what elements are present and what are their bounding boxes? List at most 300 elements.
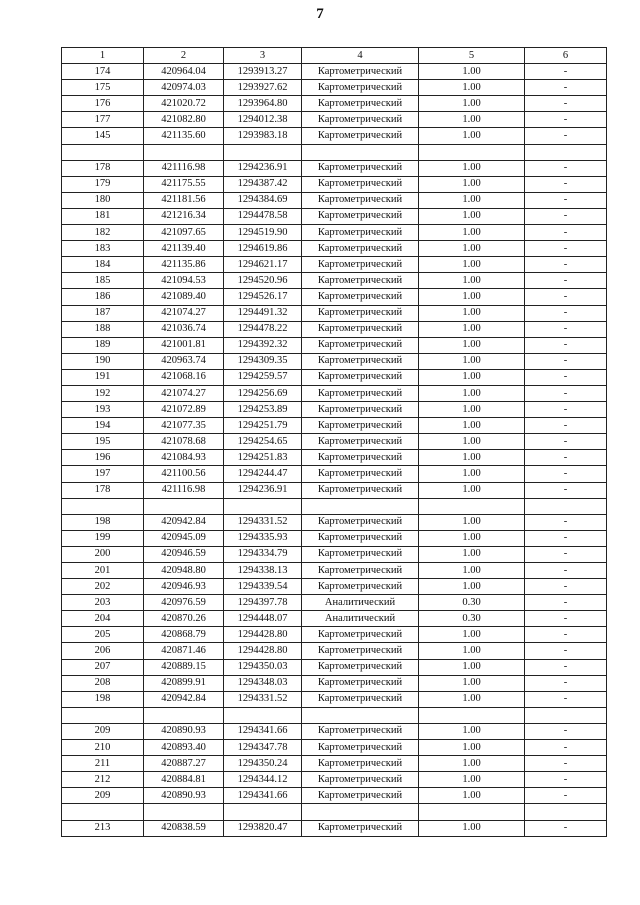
table-row [62,305,607,321]
accuracy-cell: 1.00 [419,208,525,224]
method-cell: Картометрический [302,321,419,337]
table-separator-row [62,804,607,820]
method-cell [302,144,419,160]
column-header: 5 [419,48,525,64]
table-row [62,546,607,562]
method-cell: Аналитический [302,595,419,611]
note-cell: - [525,563,607,579]
method-cell: Картометрический [302,772,419,788]
note-cell: - [525,225,607,241]
point-number-cell: 178 [62,160,144,176]
accuracy-cell: 1.00 [419,450,525,466]
accuracy-cell: 1.00 [419,402,525,418]
point-number-cell: 179 [62,176,144,192]
x-coordinate-cell: 420945.09 [144,530,224,546]
note-cell: - [525,514,607,530]
table-row [62,820,607,836]
note-cell [525,144,607,160]
y-coordinate-cell: 1294384.69 [224,192,302,208]
note-cell: - [525,402,607,418]
note-cell: - [525,595,607,611]
page-number: 7 [316,6,324,22]
accuracy-cell [419,144,525,160]
method-cell: Картометрический [302,691,419,707]
method-cell: Картометрический [302,627,419,643]
method-cell: Картометрический [302,579,419,595]
y-coordinate-cell: 1294331.52 [224,691,302,707]
method-cell: Картометрический [302,176,419,192]
point-number-cell: 186 [62,289,144,305]
point-number-cell: 184 [62,257,144,273]
y-coordinate-cell: 1294428.80 [224,627,302,643]
accuracy-cell: 1.00 [419,192,525,208]
note-cell: - [525,611,607,627]
method-cell: Картометрический [302,337,419,353]
accuracy-cell: 1.00 [419,160,525,176]
accuracy-cell: 1.00 [419,482,525,498]
y-coordinate-cell: 1294621.17 [224,257,302,273]
note-cell: - [525,756,607,772]
table-row [62,450,607,466]
accuracy-cell: 1.00 [419,80,525,96]
point-number-cell: 198 [62,691,144,707]
y-coordinate-cell [224,498,302,514]
table-row [62,466,607,482]
accuracy-cell [419,498,525,514]
x-coordinate-cell: 420838.59 [144,820,224,836]
accuracy-cell: 1.00 [419,273,525,289]
table-row [62,225,607,241]
point-number-cell: 178 [62,482,144,498]
point-number-cell: 189 [62,337,144,353]
note-cell: - [525,257,607,273]
point-number-cell: 145 [62,128,144,144]
accuracy-cell: 1.00 [419,353,525,369]
x-coordinate-cell: 421100.56 [144,466,224,482]
y-coordinate-cell: 1294259.57 [224,369,302,385]
x-coordinate-cell: 420870.26 [144,611,224,627]
method-cell: Картометрический [302,466,419,482]
table-row [62,595,607,611]
point-number-cell: 188 [62,321,144,337]
method-cell: Картометрический [302,514,419,530]
accuracy-cell [419,707,525,723]
x-coordinate-cell: 420963.74 [144,353,224,369]
accuracy-cell: 1.00 [419,128,525,144]
method-cell: Картометрический [302,820,419,836]
note-cell: - [525,64,607,80]
note-cell: - [525,723,607,739]
note-cell: - [525,289,607,305]
note-cell: - [525,385,607,401]
x-coordinate-cell: 421077.35 [144,418,224,434]
method-cell: Картометрический [302,160,419,176]
y-coordinate-cell: 1294341.66 [224,788,302,804]
accuracy-cell: 1.00 [419,514,525,530]
x-coordinate-cell: 420942.84 [144,691,224,707]
note-cell: - [525,353,607,369]
column-header: 1 [62,48,144,64]
accuracy-cell: 1.00 [419,675,525,691]
table-row [62,257,607,273]
note-cell: - [525,241,607,257]
x-coordinate-cell: 420890.93 [144,788,224,804]
point-number-cell: 210 [62,740,144,756]
method-cell: Картометрический [302,241,419,257]
table-row [62,611,607,627]
y-coordinate-cell: 1294251.83 [224,450,302,466]
x-coordinate-cell: 420942.84 [144,514,224,530]
method-cell: Картометрический [302,96,419,112]
table-row [62,192,607,208]
method-cell: Картометрический [302,563,419,579]
note-cell: - [525,337,607,353]
x-coordinate-cell: 421116.98 [144,482,224,498]
x-coordinate-cell: 421135.86 [144,257,224,273]
accuracy-cell: 1.00 [419,546,525,562]
y-coordinate-cell: 1294478.58 [224,208,302,224]
note-cell: - [525,466,607,482]
y-coordinate-cell: 1294334.79 [224,546,302,562]
y-coordinate-cell: 1294526.17 [224,289,302,305]
x-coordinate-cell: 420948.80 [144,563,224,579]
point-number-cell: 207 [62,659,144,675]
column-header: 3 [224,48,302,64]
accuracy-cell: 1.00 [419,723,525,739]
point-number-cell: 213 [62,820,144,836]
x-coordinate-cell: 420890.93 [144,723,224,739]
x-coordinate-cell: 421020.72 [144,96,224,112]
x-coordinate-cell: 421135.60 [144,128,224,144]
point-number-cell: 185 [62,273,144,289]
table-row [62,337,607,353]
x-coordinate-cell: 420899.91 [144,675,224,691]
point-number-cell: 208 [62,675,144,691]
note-cell: - [525,482,607,498]
point-number-cell: 209 [62,788,144,804]
table-row [62,482,607,498]
table-row [62,514,607,530]
accuracy-cell: 1.00 [419,225,525,241]
x-coordinate-cell: 421072.89 [144,402,224,418]
point-number-cell [62,804,144,820]
method-cell: Картометрический [302,434,419,450]
table-row [62,434,607,450]
accuracy-cell: 1.00 [419,241,525,257]
point-number-cell: 187 [62,305,144,321]
point-number-cell [62,707,144,723]
point-number-cell: 209 [62,723,144,739]
accuracy-cell: 1.00 [419,434,525,450]
note-cell: - [525,579,607,595]
table-header-row [62,48,607,64]
x-coordinate-cell: 421089.40 [144,289,224,305]
note-cell: - [525,627,607,643]
accuracy-cell: 1.00 [419,643,525,659]
point-number-cell: 204 [62,611,144,627]
point-number-cell: 175 [62,80,144,96]
y-coordinate-cell: 1294341.66 [224,723,302,739]
column-header: 6 [525,48,607,64]
method-cell [302,707,419,723]
point-number-cell: 192 [62,385,144,401]
note-cell: - [525,321,607,337]
point-number-cell: 203 [62,595,144,611]
note-cell: - [525,192,607,208]
table-row [62,530,607,546]
point-number-cell: 182 [62,225,144,241]
note-cell: - [525,112,607,128]
x-coordinate-cell [144,707,224,723]
accuracy-cell: 1.00 [419,418,525,434]
point-number-cell: 180 [62,192,144,208]
point-number-cell: 205 [62,627,144,643]
accuracy-cell: 1.00 [419,305,525,321]
note-cell [525,707,607,723]
x-coordinate-cell: 421068.16 [144,369,224,385]
note-cell: - [525,530,607,546]
x-coordinate-cell: 420976.59 [144,595,224,611]
accuracy-cell: 1.00 [419,385,525,401]
y-coordinate-cell: 1293820.47 [224,820,302,836]
method-cell: Картометрический [302,530,419,546]
method-cell: Картометрический [302,192,419,208]
method-cell: Картометрический [302,289,419,305]
point-number-cell: 181 [62,208,144,224]
y-coordinate-cell [224,707,302,723]
table-row [62,627,607,643]
note-cell: - [525,675,607,691]
x-coordinate-cell: 421181.56 [144,192,224,208]
x-coordinate-cell: 420946.59 [144,546,224,562]
method-cell: Картометрический [302,659,419,675]
accuracy-cell: 1.00 [419,64,525,80]
y-coordinate-cell: 1294244.47 [224,466,302,482]
y-coordinate-cell: 1294236.91 [224,160,302,176]
table-separator-row [62,498,607,514]
note-cell [525,498,607,514]
accuracy-cell: 1.00 [419,257,525,273]
table-row [62,176,607,192]
table-row [62,643,607,659]
note-cell: - [525,691,607,707]
x-coordinate-cell: 421175.55 [144,176,224,192]
y-coordinate-cell: 1293964.80 [224,96,302,112]
y-coordinate-cell: 1294338.13 [224,563,302,579]
y-coordinate-cell: 1294387.42 [224,176,302,192]
table-row [62,369,607,385]
method-cell: Картометрический [302,257,419,273]
table-row [62,112,607,128]
method-cell: Картометрический [302,450,419,466]
y-coordinate-cell: 1294309.35 [224,353,302,369]
table-row [62,756,607,772]
note-cell: - [525,305,607,321]
point-number-cell: 197 [62,466,144,482]
table-row [62,563,607,579]
y-coordinate-cell: 1294448.07 [224,611,302,627]
x-coordinate-cell: 421084.93 [144,450,224,466]
point-number-cell: 212 [62,772,144,788]
x-coordinate-cell: 421116.98 [144,160,224,176]
x-coordinate-cell: 421216.34 [144,208,224,224]
method-cell: Картометрический [302,756,419,772]
note-cell [525,804,607,820]
y-coordinate-cell: 1294397.78 [224,595,302,611]
method-cell: Картометрический [302,273,419,289]
y-coordinate-cell: 1294619.86 [224,241,302,257]
x-coordinate-cell: 420887.27 [144,756,224,772]
x-coordinate-cell: 420964.04 [144,64,224,80]
method-cell: Картометрический [302,208,419,224]
point-number-cell: 206 [62,643,144,659]
y-coordinate-cell: 1294347.78 [224,740,302,756]
y-coordinate-cell: 1294254.65 [224,434,302,450]
table-row [62,691,607,707]
x-coordinate-cell: 421036.74 [144,321,224,337]
table-row [62,273,607,289]
y-coordinate-cell: 1294491.32 [224,305,302,321]
method-cell: Картометрический [302,788,419,804]
point-number-cell: 198 [62,514,144,530]
table-row [62,208,607,224]
x-coordinate-cell: 420946.93 [144,579,224,595]
x-coordinate-cell: 421082.80 [144,112,224,128]
method-cell: Картометрический [302,353,419,369]
table-row [62,772,607,788]
coordinates-table [61,47,607,837]
point-number-cell [62,144,144,160]
x-coordinate-cell: 421074.27 [144,385,224,401]
x-coordinate-cell [144,804,224,820]
y-coordinate-cell: 1294251.79 [224,418,302,434]
table-row [62,241,607,257]
note-cell: - [525,208,607,224]
table-separator-row [62,144,607,160]
accuracy-cell: 1.00 [419,740,525,756]
x-coordinate-cell: 420884.81 [144,772,224,788]
table-row [62,64,607,80]
accuracy-cell: 1.00 [419,756,525,772]
table-row [62,402,607,418]
table-row [62,128,607,144]
y-coordinate-cell: 1293927.62 [224,80,302,96]
table-row [62,353,607,369]
y-coordinate-cell: 1294348.03 [224,675,302,691]
x-coordinate-cell: 420868.79 [144,627,224,643]
x-coordinate-cell: 420889.15 [144,659,224,675]
note-cell: - [525,176,607,192]
table-row [62,659,607,675]
note-cell: - [525,160,607,176]
x-coordinate-cell: 420974.03 [144,80,224,96]
method-cell: Картометрический [302,369,419,385]
x-coordinate-cell: 421097.65 [144,225,224,241]
method-cell: Картометрический [302,723,419,739]
y-coordinate-cell: 1294519.90 [224,225,302,241]
method-cell: Картометрический [302,128,419,144]
point-number-cell: 176 [62,96,144,112]
column-header: 4 [302,48,419,64]
accuracy-cell: 1.00 [419,321,525,337]
point-number-cell: 193 [62,402,144,418]
y-coordinate-cell: 1294520.96 [224,273,302,289]
y-coordinate-cell: 1294331.52 [224,514,302,530]
note-cell: - [525,418,607,434]
point-number-cell: 201 [62,563,144,579]
y-coordinate-cell [224,804,302,820]
method-cell: Картометрический [302,80,419,96]
point-number-cell: 194 [62,418,144,434]
method-cell: Картометрический [302,385,419,401]
point-number-cell: 196 [62,450,144,466]
accuracy-cell: 0.30 [419,611,525,627]
method-cell [302,804,419,820]
accuracy-cell: 1.00 [419,112,525,128]
y-coordinate-cell: 1294478.22 [224,321,302,337]
point-number-cell: 174 [62,64,144,80]
point-number-cell: 177 [62,112,144,128]
table-separator-row [62,707,607,723]
note-cell: - [525,546,607,562]
accuracy-cell: 1.00 [419,530,525,546]
x-coordinate-cell [144,144,224,160]
method-cell: Картометрический [302,402,419,418]
method-cell: Картометрический [302,418,419,434]
accuracy-cell: 1.00 [419,627,525,643]
method-cell: Картометрический [302,112,419,128]
point-number-cell: 202 [62,579,144,595]
table-row [62,740,607,756]
point-number-cell: 183 [62,241,144,257]
note-cell: - [525,128,607,144]
table-row [62,788,607,804]
note-cell: - [525,450,607,466]
method-cell: Картометрический [302,643,419,659]
method-cell: Картометрический [302,64,419,80]
table-row [62,418,607,434]
y-coordinate-cell: 1294236.91 [224,482,302,498]
y-coordinate-cell: 1294253.89 [224,402,302,418]
note-cell: - [525,434,607,450]
point-number-cell: 195 [62,434,144,450]
point-number-cell [62,498,144,514]
accuracy-cell: 1.00 [419,691,525,707]
method-cell: Аналитический [302,611,419,627]
y-coordinate-cell: 1294335.93 [224,530,302,546]
x-coordinate-cell: 420871.46 [144,643,224,659]
accuracy-cell: 1.00 [419,466,525,482]
table-row [62,96,607,112]
table-row [62,289,607,305]
method-cell: Картометрический [302,740,419,756]
y-coordinate-cell: 1294392.32 [224,337,302,353]
method-cell: Картометрический [302,546,419,562]
accuracy-cell: 1.00 [419,96,525,112]
point-number-cell: 199 [62,530,144,546]
method-cell: Картометрический [302,482,419,498]
note-cell: - [525,643,607,659]
note-cell: - [525,273,607,289]
x-coordinate-cell [144,498,224,514]
x-coordinate-cell: 421139.40 [144,241,224,257]
table-row [62,579,607,595]
table-body [62,64,607,837]
x-coordinate-cell: 421094.53 [144,273,224,289]
y-coordinate-cell [224,144,302,160]
table-row [62,160,607,176]
y-coordinate-cell: 1294428.80 [224,643,302,659]
